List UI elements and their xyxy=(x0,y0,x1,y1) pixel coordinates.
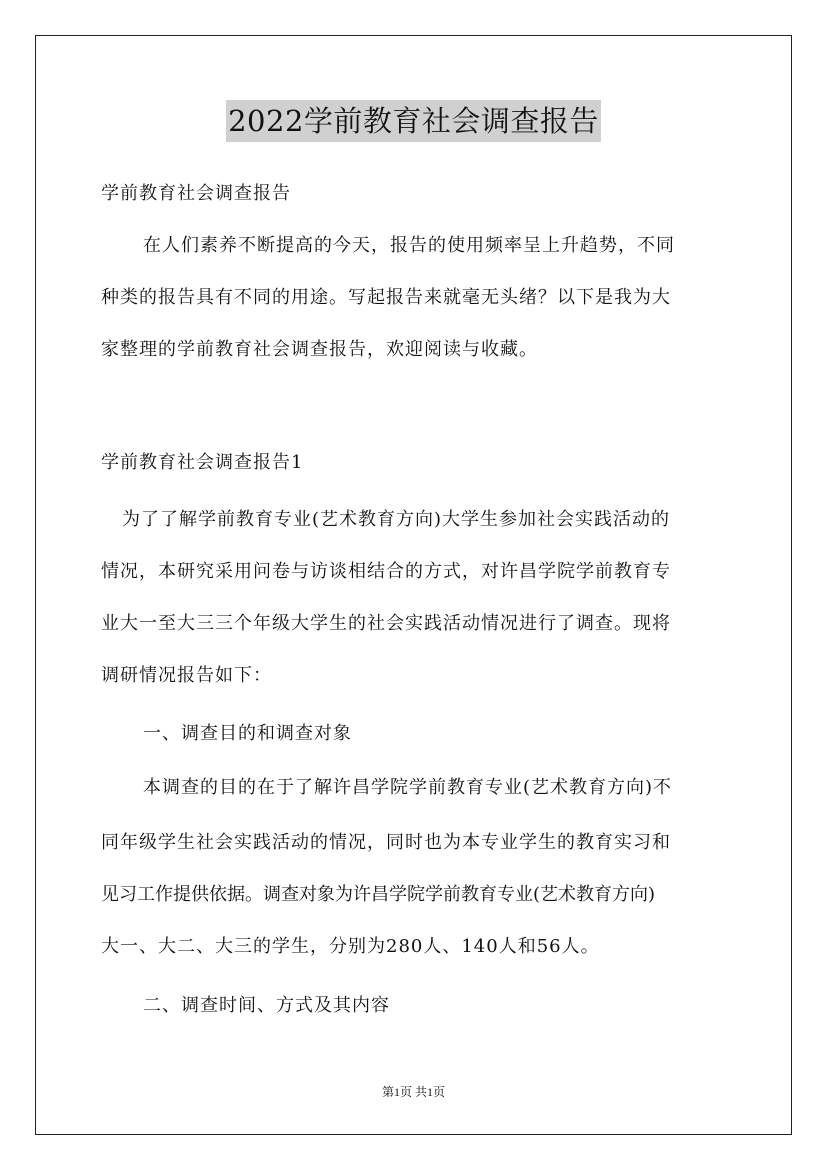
document-subtitle: 学前教育社会调查报告 xyxy=(101,183,291,204)
paragraph-line: 调研情况报告如下： xyxy=(101,665,272,686)
paragraph-line: 为了了解学前教育专业(艺术教育方向)大学生参加社会实践活动的 xyxy=(122,509,671,530)
paragraph-line: 同年级学生社会实践活动的情况，同时也为本专业学生的教育实习和 xyxy=(101,832,671,853)
paragraph-line: 业大一至大三三个年级大学生的社会实践活动情况进行了调查。现将 xyxy=(101,613,671,634)
purpose-paragraph xyxy=(143,762,672,814)
title-container xyxy=(0,100,827,142)
intro-paragraph-cont xyxy=(101,272,671,376)
intro-line: 在人们素养不断提高的今天，报告的使用频率呈上升趋势，不同 xyxy=(143,235,675,256)
paragraph-line: 情况，本研究采用问卷与访谈相结合的方式，对许昌学院学前教育专 xyxy=(101,561,671,582)
section-heading: 学前教育社会调查报告1 xyxy=(101,452,304,473)
intro-line: 种类的报告具有不同的用途。写起报告来就毫无头绪？以下是我为大 xyxy=(101,287,671,308)
paragraph-line: 见习工作提供依据。调查对象为许昌学院学前教育专业(艺术教育方向) xyxy=(101,884,656,905)
heading-two-block xyxy=(143,980,390,1032)
intro-line: 家整理的学前教育社会调查报告，欢迎阅读与收藏。 xyxy=(101,339,538,360)
paragraph-line: 大一、大二、大三的学生，分别为280人、140人和56人。 xyxy=(101,936,600,957)
purpose-paragraph-cont xyxy=(101,817,671,973)
section1-paragraph-cont xyxy=(101,546,671,702)
heading-one-block xyxy=(143,708,352,760)
page-footer: 第1页 共1页 xyxy=(381,1085,445,1099)
section1-paragraph xyxy=(122,494,670,546)
document-title: 2022学前教育社会调查报告 xyxy=(226,100,601,142)
intro-paragraph xyxy=(143,220,675,272)
section1-heading-block xyxy=(101,437,303,489)
paragraph-line: 本调查的目的在于了解许昌学院学前教育专业(艺术教育方向)不 xyxy=(143,777,673,798)
subsection-heading: 二、调查时间、方式及其内容 xyxy=(143,995,390,1016)
subtitle-block xyxy=(101,168,291,220)
subsection-heading: 一、调查目的和调查对象 xyxy=(143,723,352,744)
